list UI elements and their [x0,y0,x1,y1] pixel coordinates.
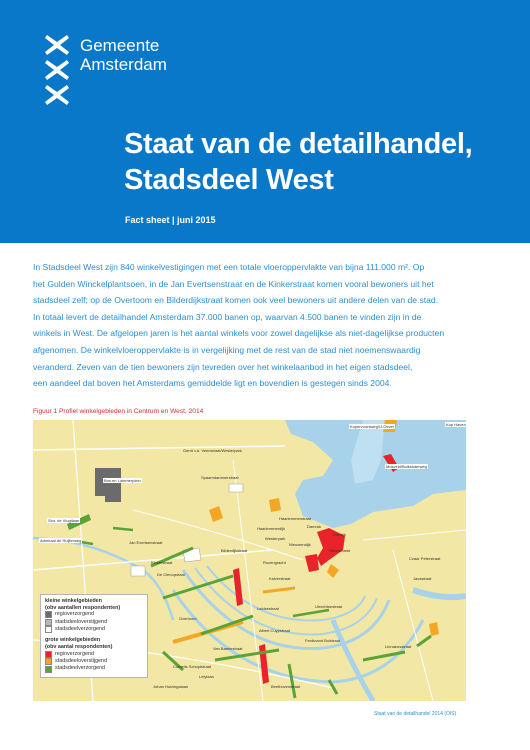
intro-line: In totaal levert de detailhandel Amsterdam 37.000 banen op, waarvan 4.500 banen te vinden zijn in de [33,311,422,322]
legend-item [45,626,143,633]
legend-swatch [45,666,52,673]
legend-subheading: (obv aantal respondenten) [45,644,113,650]
legend-label: stadsdeeloverstijgend [55,618,108,625]
map-label: Utrechtsestraat [315,604,343,609]
title-line-1: Staat van de detailhandel, [124,128,473,160]
intro-paragraph [33,259,503,392]
map-label: Kalverstraat [269,576,291,581]
map-label: Van Baerlestraat [213,646,243,651]
area-regio-large [233,568,243,606]
area-stadsdeel-large [289,664,295,698]
intro-line: winkels in West. De afgelopen jaren is het aantal winkels voor zowel dagelijkse als niet-dagelijkse producten [33,328,445,339]
intro-line: een aandeel dat boven het Amsterdams gemiddelde ligt en bovendien is gestegen sinds 2004. [33,378,392,389]
intro-line: In Stadsdeel West zijn 840 winkelvestigingen met een totale vloeroppervlakte van bijna 111.000 m². Op [33,262,425,272]
legend-item [45,611,143,618]
figure-source: Staat van de detailhandel 2014 (OIS) [374,711,457,717]
page-title [124,126,524,198]
legend-swatch [45,626,52,633]
map-label: Beethovenstraat [271,684,301,689]
road [33,446,285,450]
map-label: Jan Evertsenstraat [129,540,163,545]
brand-line-2: Amsterdam [80,55,167,74]
area-stadsdeel-over-large [269,498,281,512]
map-label: Bos en Lommerplein [104,478,141,483]
intro-line: stadsdeel zelf; op de Overtoom en Bilderdijkstraat komen ook veel bewoners uit andere delen van de stad. [33,295,439,306]
map-label: Mosveld/Buiksloterweg [386,464,427,469]
map-label: Lelylaan [199,674,214,679]
map-label: Javastraat [413,576,432,581]
map-label: Gerrit v.d. Veenstraat/Westerpark [183,448,242,453]
map-label: Zeedijk [333,532,346,537]
map-label: Leidsestraat [257,606,279,611]
map-label: Damrak [307,524,322,529]
road [393,550,433,701]
brand-line-1: Gemeente [80,36,160,55]
brand-name [80,36,167,74]
map-label: Albert Cuypstraat [259,628,290,633]
header-banner [0,0,530,243]
map-label: Nieuwmarkt [329,548,351,553]
legend-label: stadsdeelverzorgend [55,665,106,672]
legend-item [45,665,143,672]
legend-item [45,658,143,665]
title-line-2: Stadsdeel West [124,164,334,196]
map-label: Linnaeusstraat [385,644,412,649]
map-label: Spaarndammerstraat [201,475,239,480]
legend-item [45,619,143,626]
map-label: Kopervoorsweg/IJ-Oever [350,424,395,429]
legend-heading: grote winkelgebieden [45,637,101,644]
legend-swatch [45,651,52,658]
map-label: Nieuwendijk [289,542,311,547]
shopping-areas-map [33,420,466,701]
area-stadsdeel-over-large [327,564,339,578]
map-label: Overtoom [179,616,197,621]
area-stadsdeel-small [229,484,243,492]
area-stadsdeel-large [363,652,405,660]
amsterdam-logo [44,34,70,109]
x-cross-icon [44,34,70,56]
road [363,530,466,540]
intro-line: afgenomen. De winkelvloeroppervlakte is in vergelijking met de rest van de stad niet noemenswaardig [33,344,421,355]
area-stadsdeel-over-large [263,588,295,592]
map-label: Ferdinand Bolstraat [305,638,340,643]
legend-swatch [45,619,52,626]
map-label: Rozengracht [263,560,286,565]
area-stadsdeel-large [215,650,279,660]
map-label: Kop Haven [446,422,466,427]
area-stadsdeel-large [417,636,431,646]
area-stadsdeel-large [113,528,133,530]
intro-line: veranderd. Zeven van de tien bewoners zijn tevreden over het winkelaanbod in het eigen stadsdeel, [33,361,413,372]
figure-caption: Figuur 1 Profiel winkelgebieden in Centrum en West, 2014 [33,408,204,415]
map-label: Haarlemmerstraat [279,516,312,521]
map-label: De Clercqstraat [157,572,185,577]
map-label: Bilderdijkstraat [221,548,248,553]
x-cross-icon [44,59,70,81]
legend-label: regioverzorgend [55,611,94,618]
legend-label: regioverzorgend [55,650,94,657]
legend-item [45,651,143,658]
map-label: Westerpark [265,536,286,541]
map-label: Admiraal de Ruijterweg [40,538,82,543]
legend-subheading: (obv aantallen respondenten) [45,604,121,611]
map-label: Cornelis Schuytstraat [173,664,212,669]
area-stadsdeel-large [293,610,329,616]
map-label: Slot. de Vlugtlaan [48,518,80,523]
map-label: Johan Huizingalaan [153,684,189,689]
area-stadsdeel-large [163,576,233,598]
fact-sheet-date: Fact sheet | juni 2015 [125,215,216,225]
map-label: Kinkerstraat [151,560,173,565]
area-stadsdeel-over-large [429,622,439,636]
oost-water [413,590,466,597]
intro-line: het Gulden Winckelplantsoen, in de Jan Evertsenstraat en de Kinkerstraat komen vooral bewoners uit het [33,278,434,289]
area-stadsdeel-over-large [209,506,223,522]
area-regio-large [305,554,319,572]
legend-swatch [45,611,52,618]
map-legend [40,594,148,678]
area-stadsdeel-small [131,566,145,576]
legend-label: stadsdeelverzorgend [55,626,106,632]
x-cross-icon [44,84,70,106]
legend-heading: kleine winkelgebieden [45,598,102,604]
legend-label: stadsdeeloverstijgend [55,658,108,664]
map-label: Haarlemmerdijk [257,526,286,531]
canal-ring [207,566,365,621]
map-label: Czaar Peterstraat [409,556,441,561]
legend-swatch [45,658,52,665]
area-regio-small [95,468,121,502]
